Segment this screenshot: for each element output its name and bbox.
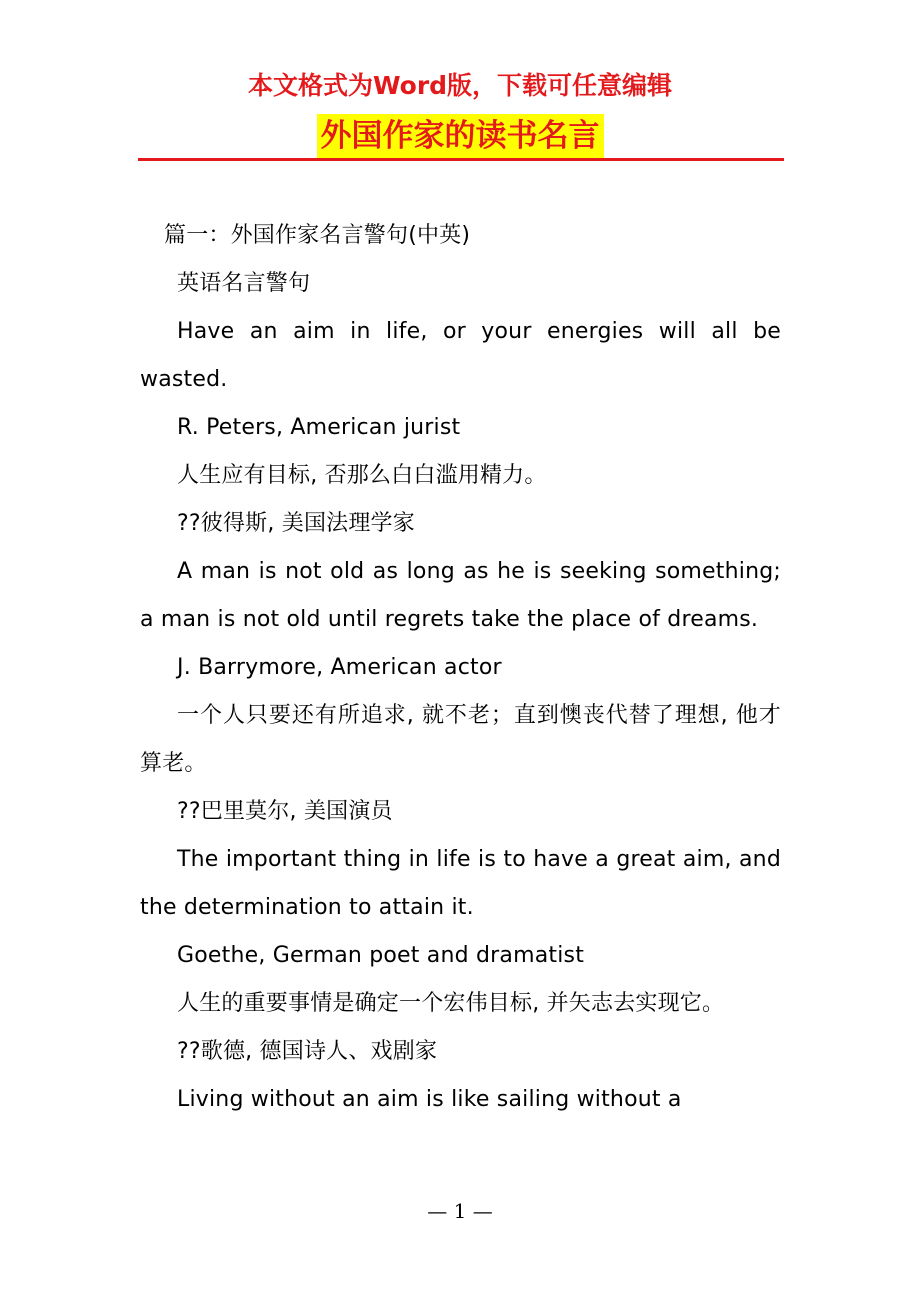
page-number: — 1 — [427, 1199, 493, 1223]
title-underline-rule [138, 158, 784, 161]
section-heading: 篇一：外国作家名言警句(中英) [164, 223, 471, 248]
quote-english: Living without an aim is like sailing without a [177, 1087, 682, 1112]
quote-english: Have an aim in life, or your energies will all be wasted. [140, 319, 781, 392]
quote-chinese: 人生的重要事情是确定一个宏伟目标, 并矢志去实现它。 [177, 991, 725, 1016]
quote-chinese: 人生应有目标, 否那么白白滥用精力。 [177, 463, 547, 488]
subsection-heading: 英语名言警句 [177, 271, 311, 296]
quote-english: A man is not old as long as he is seeking something; a man is not old until regrets take the place of dreams. [140, 559, 781, 632]
quote-author-english: J. Barrymore, American actor [177, 655, 502, 680]
quote-author-english: Goethe, German poet and dramatist [177, 943, 585, 968]
document-body [140, 212, 781, 1124]
quote-author-chinese: ??歌德, 德国诗人、戏剧家 [177, 1039, 438, 1064]
word-format-banner: 本文格式为Word版，下载可任意编辑 [247, 71, 673, 100]
quote-author-chinese: ??巴里莫尔, 美国演员 [177, 799, 393, 824]
document-title: 外国作家的读书名言 [317, 114, 604, 158]
quote-author-chinese: ??彼得斯, 美国法理学家 [177, 511, 415, 536]
quote-english: The important thing in life is to have a great aim, and the determination to attain it. [140, 847, 781, 920]
quote-author-english: R. Peters, American jurist [177, 415, 461, 440]
quote-chinese: 一个人只要还有所追求, 就不老；直到懊丧代替了理想, 他才算老。 [140, 703, 781, 776]
title-wrapper [0, 114, 920, 158]
